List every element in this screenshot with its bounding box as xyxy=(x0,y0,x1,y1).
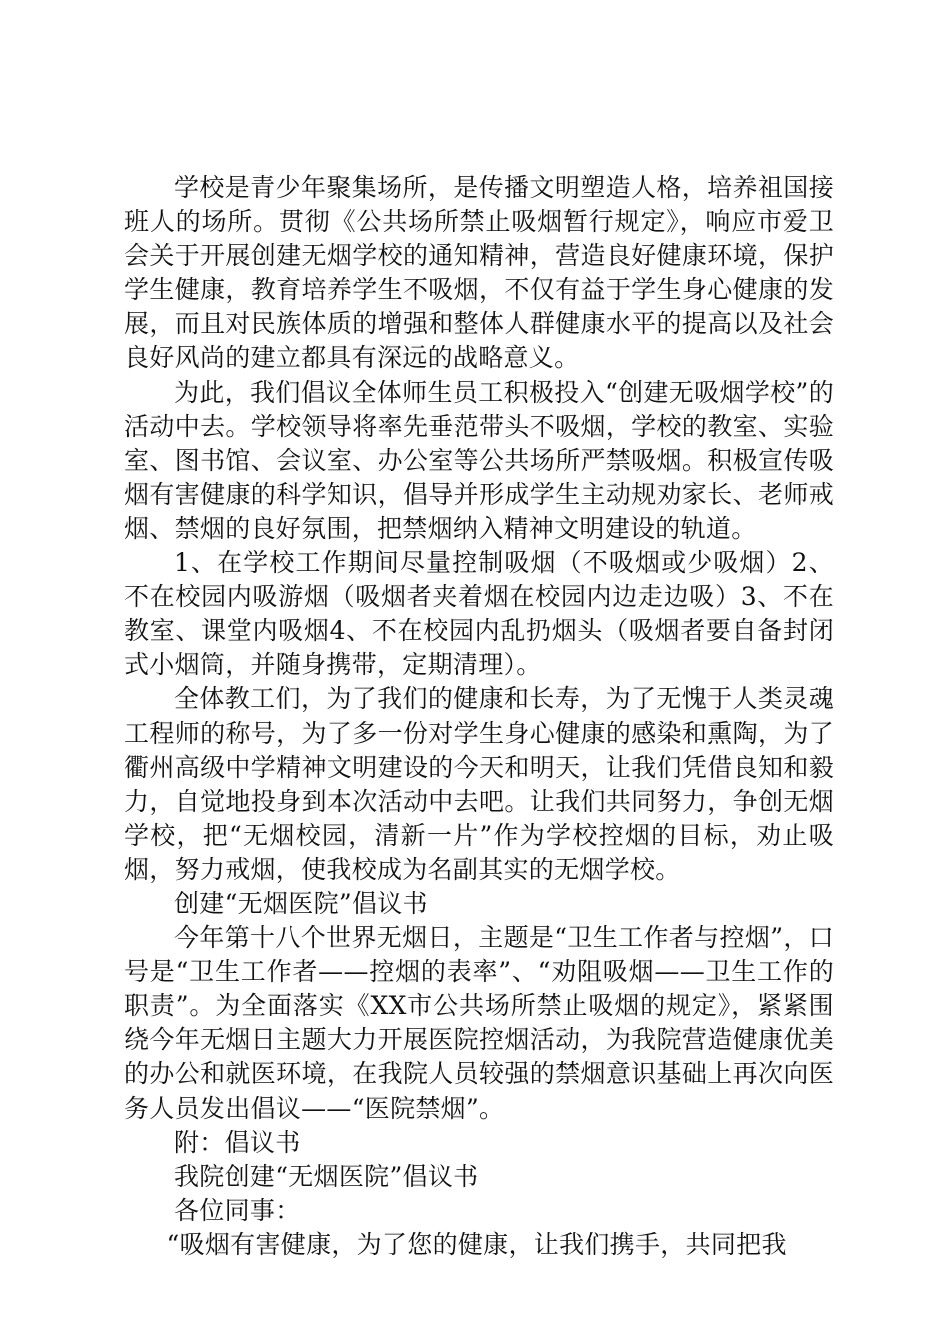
paragraph-initiative: 为此，我们倡议全体师生员工积极投入“创建无吸烟学校”的活动中去。学校领导将率先垂范带头不吸烟，学校的教室、实验室、图书馆、会议室、办公室等公共场所严禁吸烟。积极宣传吸烟有害健康的科学知识，倡导并形成学生主动规劝家长、老师戒烟、禁烟的良好氛围，把禁烟纳入精神文明建设的轨道。 xyxy=(124,377,834,543)
closing-quote-line: “吸烟有害健康，为了您的健康，让我们携手，共同把我 xyxy=(166,1229,787,1259)
paragraph-school-intro: 学校是青少年聚集场所，是传播文明塑造人格，培养祖国接班人的场所。贯彻《公共场所禁止吸烟暂行规定》，响应市爱卫会关于开展创建无烟学校的通知精神，营造良好健康环境，保护学生健康，教育培养学生不吸烟，不仅有益于学生身心健康的发展，而且对民族体质的增强和整体人群健康水平的提高以及社会良好风尚的建立都具有深远的战略意义。 xyxy=(124,173,834,373)
proposal-title: 我院创建“无烟医院”倡议书 xyxy=(174,1161,479,1191)
document-body xyxy=(124,171,834,1262)
paragraph-hospital: 今年第十八个世界无烟日，主题是“卫生工作者与控烟”，口号是“卫生工作者——控烟的表率”、“劝阻吸烟——卫生工作的职责”。为全面落实《XX市公共场所禁止吸烟的规定》，紧紧围绕今年无烟日主题大力开展医院控烟活动，为我院营造健康优美的办公和就医环境，在我院人员较强的禁烟意识基础上再次向医务人员发出倡议——“医院禁烟”。 xyxy=(124,923,834,1123)
salutation: 各位同事： xyxy=(174,1195,301,1225)
heading-hospital-proposal: 创建“无烟医院”倡议书 xyxy=(174,888,428,918)
paragraph-call-to-action: 全体教工们，为了我们的健康和长寿，为了无愧于人类灵魂工程师的称号，为了多一份对学生身心健康的感染和熏陶，为了衢州高级中学精神文明建设的今天和明天，让我们凭借良知和毅力，自觉地投身到本次活动中去吧。让我们共同努力，争创无烟学校，把“无烟校园，清新一片”作为学校控烟的目标，劝止吸烟，努力戒烟，使我校成为名副其实的无烟学校。 xyxy=(124,684,834,884)
paragraph-rules: 1、在学校工作期间尽量控制吸烟（不吸烟或少吸烟）2、不在校园内吸游烟（吸烟者夹着烟在校园内边走边吸）3、不在教室、课堂内吸烟4、不在校园内乱扔烟头（吸烟者要自备封闭式小烟筒，并随身携带，定期清理）。 xyxy=(124,548,834,680)
appendix-label: 附：倡议书 xyxy=(174,1127,301,1157)
